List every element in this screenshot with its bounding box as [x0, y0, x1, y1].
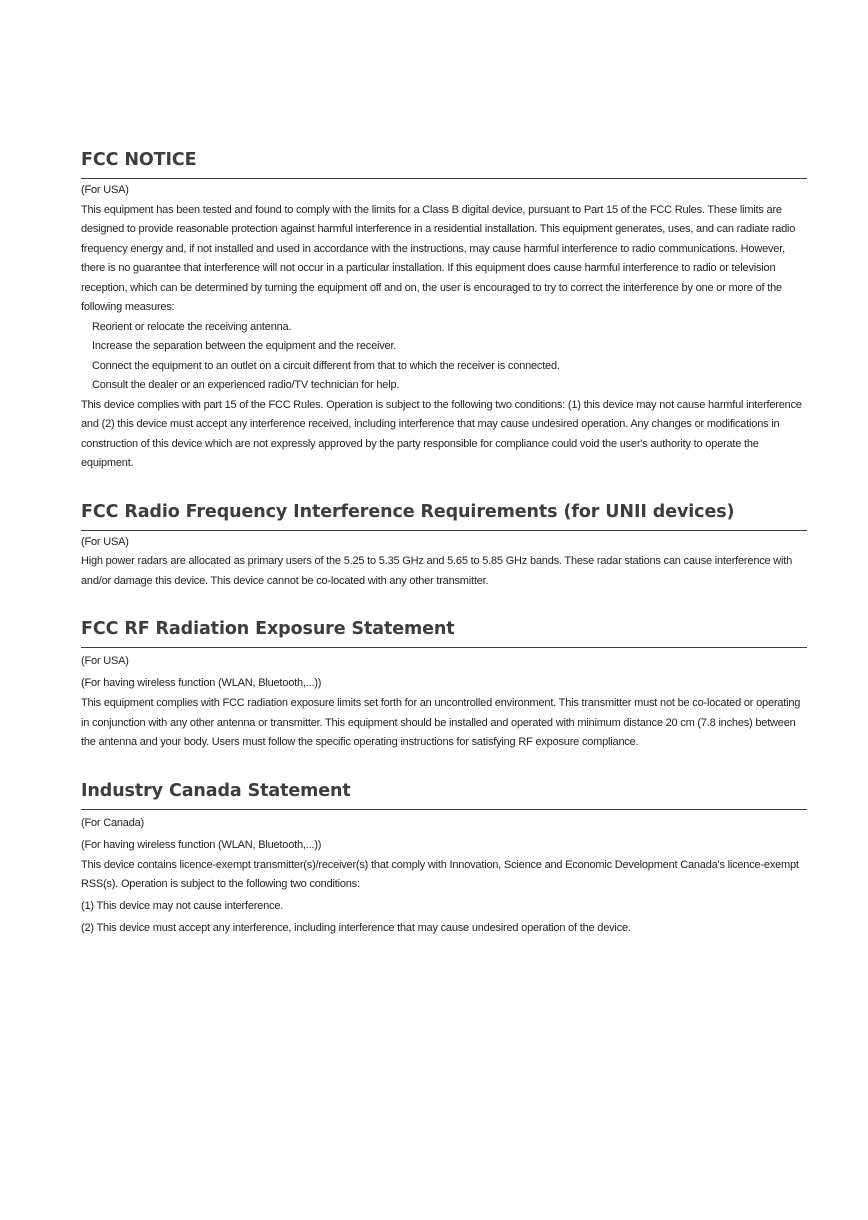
- section-divider: [81, 647, 807, 648]
- applicability-label: (For having wireless function (WLAN, Bluetooth,...)): [81, 677, 322, 689]
- closing-paragraph: This device complies with part 15 of the FCC Rules. Operation is subject to the following two conditions: (1) this device may not cause harmful interference and (2) this device must accept any interference received, including interference that may cause undesired operation. Any changes or modifications in construction of this device which are not expressly approved by the party responsible for compliance could void the user's authority to operate the equipment.: [81, 398, 802, 469]
- body-paragraph: This equipment complies with FCC radiation exposure limits set forth for an uncontrolled environment. This transmitter must not be co-located or operating in conjunction with any other antenna or transmitter. This equipment should be installed and operated with minimum distance 20 cm (7.8 inches) between the antenna and your body. Users must follow the specific operating instructions for satisfying RF exposure compliance.: [81, 697, 801, 748]
- industry-canada-section: [81, 779, 807, 939]
- section-heading: FCC RF Radiation Exposure Statement: [81, 619, 455, 639]
- applicability-label: (For having wireless function (WLAN, Bluetooth,...)): [81, 838, 322, 851]
- fcc-rf-exposure-section: [81, 617, 807, 753]
- measure-item: Consult the dealer or an experienced radio/TV technician for help.: [92, 379, 400, 391]
- region-label: (For USA): [81, 184, 129, 196]
- measure-item: Reorient or relocate the receiving antenna.: [92, 320, 292, 333]
- condition-item: (1) This device may not cause interference.: [81, 899, 284, 912]
- measure-item: Connect the equipment to an outlet on a circuit different from that to which the receiver is connected.: [92, 359, 560, 372]
- region-label: (For Canada): [81, 816, 145, 829]
- region-label: (For USA): [81, 655, 129, 667]
- body-paragraph: This equipment has been tested and found to comply with the limits for a Class B digital device, pursuant to Part 15 of the FCC Rules. These limits are designed to provide reasonable protection against harmful interference in a residential installation. This equipment generates, uses, and can radiate radio frequency energy and, if not installed and used in accordance with the instructions, may cause harmful interference to radio communications. However, there is no guarantee that interference will not occur in a particular installation. If this equipment does cause harmful interference to radio or television reception, which can be determined by turning the equipment off and on, the user is encouraged to try to correct the interference by one or more of the following measures:: [81, 203, 796, 313]
- region-label: (For USA): [81, 535, 129, 548]
- section-heading: FCC NOTICE: [81, 150, 197, 170]
- measure-item: Increase the separation between the equipment and the receiver.: [92, 340, 397, 352]
- fcc-unii-section: [81, 500, 807, 592]
- section-divider: [81, 178, 807, 179]
- body-paragraph: High power radars are allocated as primary users of the 5.25 to 5.35 GHz and 5.65 to 5.85 GHz bands. These radar stations can cause interference with and/or damage this device. This device cannot be co-located with any other transmitter.: [81, 555, 793, 587]
- section-heading: Industry Canada Statement: [81, 780, 351, 801]
- fcc-notice-section: [81, 148, 807, 474]
- condition-item: (2) This device must accept any interference, including interference that may cause undesired operation of the device.: [81, 921, 631, 934]
- section-divider: [81, 809, 807, 810]
- body-paragraph: This device contains licence-exempt transmitter(s)/receiver(s) that comply with Innovation, Science and Economic Development Canada's licence-exempt RSS(s). Operation is subject to the following two conditions:: [81, 858, 799, 890]
- section-divider: [81, 530, 807, 531]
- regulatory-page: [81, 148, 807, 939]
- section-heading: FCC Radio Frequency Interference Requirements (for UNII devices): [81, 501, 735, 522]
